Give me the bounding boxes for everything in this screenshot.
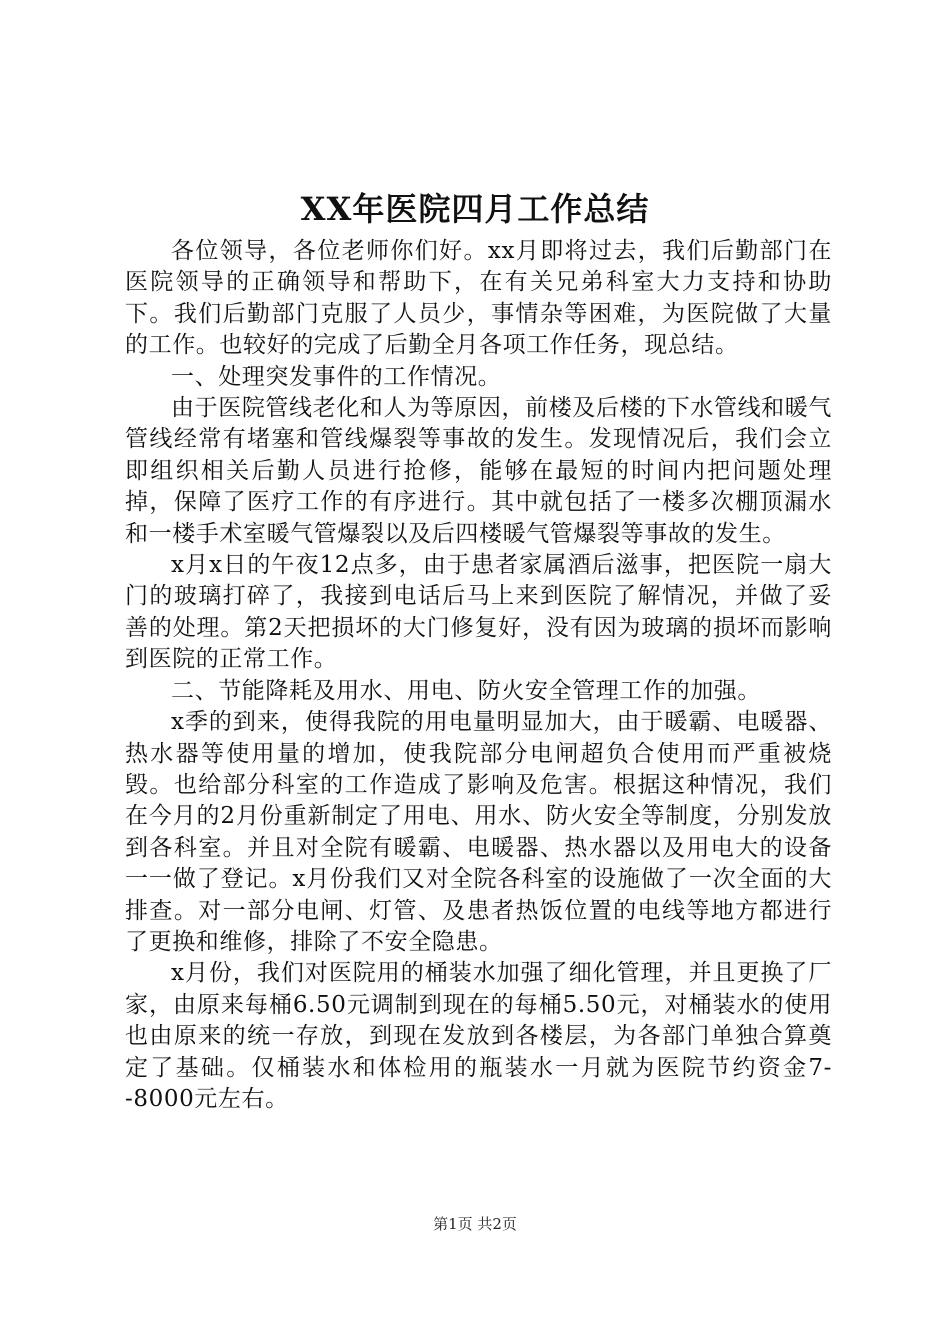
- document-title: XX年医院四月工作总结: [300, 190, 650, 228]
- page-number-footer: 第1页 共2页: [433, 1215, 517, 1233]
- paragraph-door-incident: x月x日的午夜12点多，由于患者家属酒后滋事，把医院一扇大门的玻璃打碎了，我接到电话后马上来到医院了解情况，并做了妥善的处理。第2天把损坏的大门修复好，没有因为玻璃的损坏而影响到医院的正常工作。: [125, 552, 832, 673]
- paragraph-water: x月份，我们对医院用的桶装水加强了细化管理，并且更换了厂家，由原来每桶6.50元调制到现在的每桶5.50元，对桶装水的使用也由原来的统一存放，到现在发放到各楼层，为各部门单独合算奠定了基础。仅桶装水和体检用的瓶装水一月就为医院节约资金7--8000元左右。: [125, 960, 832, 1112]
- paragraph-pipeline: 由于医院管线老化和人为等原因，前楼及后楼的下水管线和暖气管线经常有堵塞和管线爆裂等事故的发生。发现情况后，我们会立即组织相关后勤人员进行抢修，能够在最短的时间内把问题处理掉，保障了医疗工作的有序进行。其中就包括了一楼多次棚顶漏水和一楼手术室暖气管爆裂以及后四楼暖气管爆裂等事故的发生。: [125, 395, 832, 547]
- paragraph-intro: 各位领导，各位老师你们好。xx月即将过去，我们后勤部门在医院领导的正确领导和帮助下，在有关兄弟科室大力支持和协助下。我们后勤部门克服了人员少，事情杂等困难，为医院做了大量的工作。也较好的完成了后勤全月各项工作任务，现总结。: [125, 238, 832, 359]
- document-body: [125, 236, 832, 1115]
- paragraph-electricity: x季的到来，使得我院的用电量明显加大，由于暖霸、电暖器、热水器等使用量的增加，使我院部分电闸超负合使用而严重被烧毁。也给部分科室的工作造成了影响及危害。根据这种情况，我们在今月的2月份重新制定了用电、用水、防火安全等制度，分别发放到各科室。并且对全院有暖霸、电暖器、热水器以及用电大的设备一一做了登记。x月份我们又对全院各科室的设施做了一次全面的大排查。对一部分电闸、灯管、及患者热饭位置的电线等地方都进行了更换和维修，排除了不安全隐患。: [125, 709, 832, 955]
- section-heading-1: 一、处理突发事件的工作情况。: [171, 363, 502, 390]
- section-heading-2: 二、节能降耗及用水、用电、防火安全管理工作的加强。: [171, 677, 761, 704]
